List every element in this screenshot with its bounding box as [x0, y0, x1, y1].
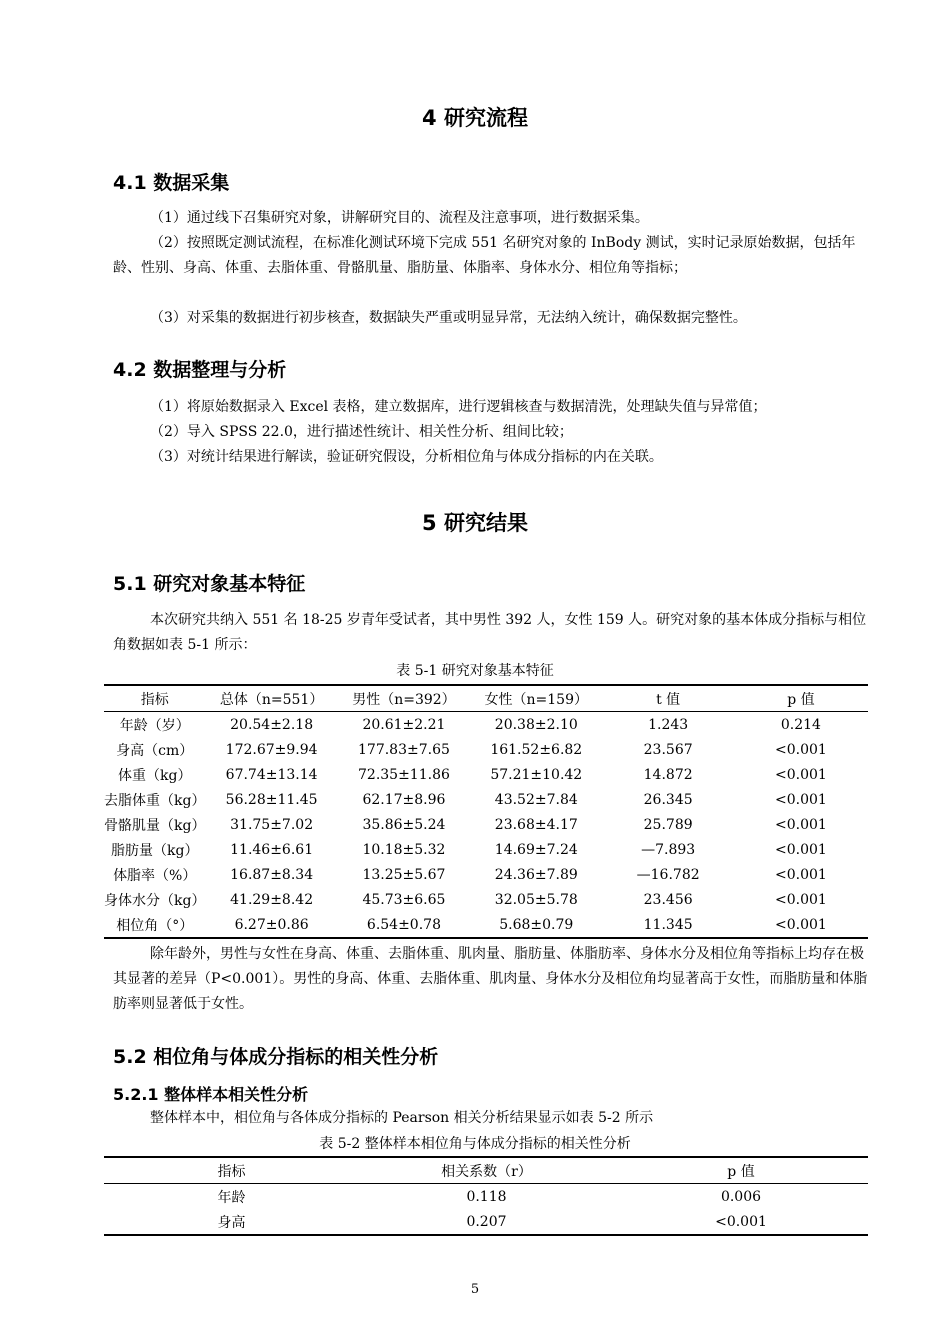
- page-number: 5: [470, 1282, 480, 1297]
- table-cell: <0.001: [775, 916, 827, 933]
- table-row: [104, 712, 868, 738]
- table-cell: <0.001: [775, 866, 827, 883]
- section-5-title: 5 研究结果: [422, 511, 528, 535]
- table-caption: 表 5-1 研究对象基本特征: [396, 663, 554, 679]
- table-row: [104, 812, 868, 837]
- table-cell: 6.54±0.78: [366, 916, 441, 933]
- table-cell: <0.001: [775, 841, 827, 858]
- column-header: p 值: [787, 691, 815, 708]
- table-cell: 24.36±7.89: [494, 866, 578, 883]
- table-cell: <0.001: [775, 816, 827, 833]
- paragraph: 本次研究共纳入 551 名 18-25 岁青年受试者，其中男性 392 人，女性 159 人。研究对象的基本体成分指标与相位角数据如表 5-1 所示：: [113, 612, 867, 653]
- paragraph: （3）对统计结果进行解读，验证研究假设，分析相位角与体成分指标的内在关联。: [150, 449, 663, 465]
- table-cell: 25.789: [643, 816, 693, 833]
- table-cell: 14.872: [643, 766, 693, 783]
- table-cell: 161.52±6.82: [490, 741, 583, 758]
- table-row: [104, 887, 868, 912]
- column-header: 女性（n=159）: [484, 691, 588, 708]
- paragraph: （2）导入 SPSS 22.0，进行描述性统计、相关性分析、组间比较；: [150, 424, 573, 440]
- table-cell: <0.001: [775, 741, 827, 758]
- section-5-2-1-title: 5.2.1 整体样本相关性分析: [113, 1085, 309, 1104]
- table-cell: 20.54±2.18: [230, 716, 314, 733]
- table-cell: 11.46±6.61: [230, 841, 314, 858]
- table-cell: 身高: [217, 1214, 246, 1231]
- table-cell: —7.893: [641, 841, 696, 858]
- paragraph: （3）对采集的数据进行初步核查，数据缺失严重或明显异常，无法纳入统计，确保数据完整性。: [150, 310, 747, 326]
- table-cell: 10.18±5.32: [362, 841, 446, 858]
- table-cell: 体重（kg）: [118, 767, 192, 784]
- table-cell: 16.87±8.34: [230, 866, 314, 883]
- table-cell: 0.118: [466, 1188, 507, 1205]
- table-row: [104, 787, 868, 812]
- column-header: 男性（n=392）: [352, 691, 456, 708]
- table-cell: 72.35±11.86: [358, 766, 450, 783]
- table-cell: 身高（cm）: [116, 742, 194, 759]
- table-cell: 14.69±7.24: [494, 841, 578, 858]
- table-cell: 脂肪量（kg）: [111, 842, 199, 859]
- table-cell: 11.345: [643, 916, 693, 933]
- table-cell: 67.74±13.14: [225, 766, 318, 783]
- table-cell: 20.38±2.10: [494, 716, 578, 733]
- table-cell: 45.73±6.65: [362, 891, 446, 908]
- table-row: [104, 1184, 868, 1210]
- table-cell: <0.001: [775, 891, 827, 908]
- table-cell: 23.567: [643, 741, 693, 758]
- table-cell: 5.68±0.79: [499, 916, 574, 933]
- table-cell: 去脂体重（kg）: [104, 792, 206, 809]
- column-header: 总体（n=551）: [219, 691, 324, 708]
- table-cell: 体脂率（%）: [113, 867, 197, 884]
- table-cell: 1.243: [648, 716, 689, 733]
- column-header: 相关系数（r）: [441, 1163, 532, 1180]
- section-4-2-title: 4.2 数据整理与分析: [113, 359, 287, 381]
- table-cell: 年龄: [217, 1189, 246, 1206]
- table-cell: 20.61±2.21: [362, 716, 446, 733]
- table-cell: 41.29±8.42: [230, 891, 314, 908]
- section-5-1-title: 5.1 研究对象基本特征: [113, 573, 306, 595]
- table-cell: 0.214: [780, 716, 821, 733]
- table-cell: 年龄（岁）: [119, 717, 190, 734]
- table-caption: 表 5-2 整体样本相位角与体成分指标的相关性分析: [319, 1136, 631, 1152]
- table-cell: 0.207: [466, 1213, 507, 1230]
- table-cell: 62.17±8.96: [362, 791, 446, 808]
- column-header: 指标: [217, 1163, 246, 1180]
- table-cell: 23.68±4.17: [494, 816, 578, 833]
- table-cell: <0.001: [715, 1213, 767, 1230]
- table-cell: 相位角（°）: [116, 917, 194, 934]
- section-4-title: 4 研究流程: [422, 106, 528, 130]
- table-cell: 骨骼肌量（kg）: [104, 817, 206, 834]
- table-cell: <0.001: [775, 791, 827, 808]
- paragraph: （1）将原始数据录入 Excel 表格，建立数据库，进行逻辑核查与数据清洗，处理缺失值与异常值；: [150, 399, 767, 415]
- table-cell: —16.782: [636, 866, 700, 883]
- table-cell: <0.001: [775, 766, 827, 783]
- paragraph: （2）按照既定测试流程，在标准化测试环境下完成 551 名研究对象的 InBody 测试，实时记录原始数据，包括年龄、性别、身高、体重、去脂体重、骨骼肌量、脂肪量、体脂率、身体水分、相位角等指标；: [113, 235, 856, 276]
- section-5-2-title: 5.2 相位角与体成分指标的相关性分析: [113, 1046, 439, 1068]
- paragraph: （1）通过线下召集研究对象，讲解研究目的、流程及注意事项，进行数据采集。: [150, 210, 649, 226]
- table-cell: 26.345: [643, 791, 693, 808]
- table-cell: 身体水分（kg）: [104, 892, 206, 909]
- table-row: [104, 862, 868, 887]
- paragraph: 除年龄外，男性与女性在身高、体重、去脂体重、肌肉量、脂肪量、体脂肪率、身体水分及相位角等指标上均存在极其显著的差异（P<0.001）。男性的身高、体重、去脂体重、肌肉量、身体水分及相位角均显著高于女性，而脂肪量和体脂肪率则显著低于女性。: [113, 946, 868, 1012]
- table-cell: 56.28±11.45: [225, 791, 318, 808]
- table-cell: 57.21±10.42: [490, 766, 583, 783]
- table-row: [104, 1209, 868, 1235]
- table-header-row: [104, 1157, 868, 1184]
- table-cell: 0.006: [720, 1188, 762, 1205]
- column-header: p 值: [727, 1163, 755, 1180]
- table-header-row: [104, 685, 868, 712]
- table-row: [104, 912, 868, 938]
- column-header: 指标: [140, 691, 169, 708]
- table-cell: 6.27±0.86: [234, 916, 309, 933]
- table-row: [104, 737, 868, 762]
- table-cell: 23.456: [643, 891, 693, 908]
- column-header: t 值: [656, 691, 681, 708]
- table-5-1: [104, 684, 868, 939]
- table-cell: 177.83±7.65: [358, 741, 450, 758]
- table-row: [104, 837, 868, 862]
- table-cell: 35.86±5.24: [362, 816, 446, 833]
- table-cell: 13.25±5.67: [362, 866, 446, 883]
- paragraph: 整体样本中，相位角与各体成分指标的 Pearson 相关分析结果显示如表 5-2 所示: [150, 1110, 654, 1126]
- table-cell: 172.67±9.94: [225, 741, 318, 758]
- table-cell: 31.75±7.02: [230, 816, 314, 833]
- section-4-1-title: 4.1 数据采集: [113, 172, 230, 194]
- table-row: [104, 762, 868, 787]
- table-cell: 43.52±7.84: [494, 791, 578, 808]
- table-cell: 32.05±5.78: [494, 891, 578, 908]
- table-5-2: [104, 1156, 868, 1236]
